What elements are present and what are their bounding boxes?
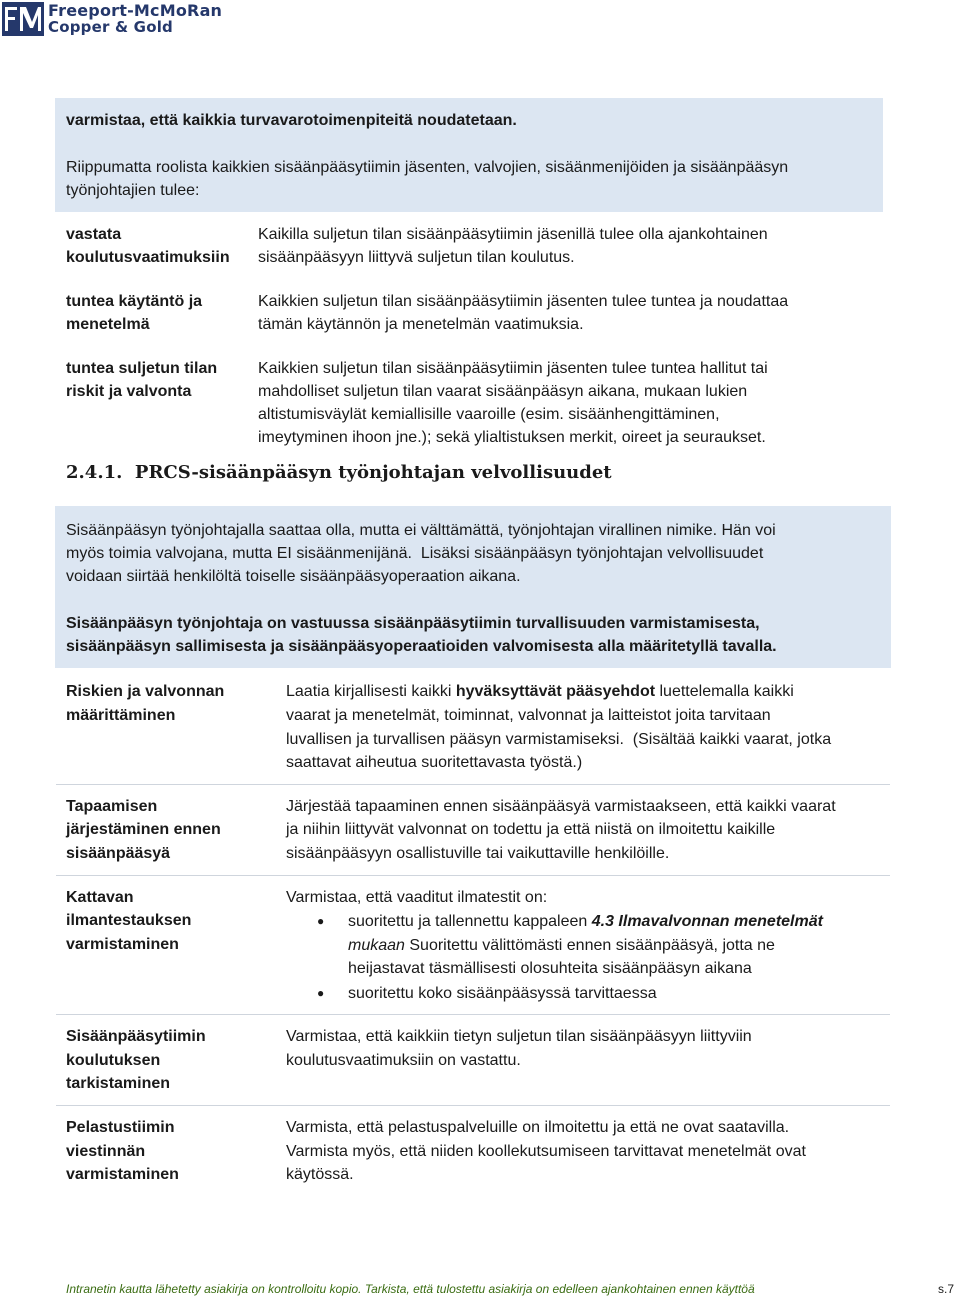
box1-line-3: työnjohtajien tulee: xyxy=(66,182,200,199)
table2-r1-desc-3: luvallisen ja turvallisen pääsyn varmistamiseksi. (Sisältää kaikki vaarat, jotka xyxy=(286,731,832,748)
table1-desc-3d: imeytyminen ihoon jne.); sekä ylialtistuksen merkit, oireet ja seuraukset. xyxy=(258,429,766,446)
table1-desc-2b: tämän käytännön ja menetelmän vaatimuksia. xyxy=(258,316,584,333)
table2-r5-desc-2: Varmista myös, että niiden koollekutsumiseen tarvittavat menetelmät ovat xyxy=(286,1143,806,1160)
box1-line-2: Riippumatta roolista kaikkien sisäänpääsytiimin jäsenten, valvojien, sisäänmenijöiden ja sisäänpääsyn xyxy=(66,159,789,176)
box1-line-1: varmistaa, että kaikkia turvavarotoimenpiteitä noudatetaan. xyxy=(66,112,517,129)
table2-r4-desc-1: Varmistaa, että kaikkiin tietyn suljetun tilan sisäänpääsyyn liittyviin xyxy=(286,1028,752,1045)
table2-r1-term-b: määrittäminen xyxy=(66,707,176,724)
table2-r5-desc-1: Varmista, että pelastuspalveluille on ilmoitettu ja että ne ovat saatavilla. xyxy=(286,1119,790,1136)
table2-r2-desc-2: ja niihin liittyvät valvonnat on todettu ja että niistä on ilmoitettu kaikille xyxy=(286,821,776,838)
table2-r2-desc-1: Järjestää tapaaminen ennen sisäänpääsyä varmistaakseen, että kaikki vaarat xyxy=(286,798,836,815)
table2-r3-term-c: varmistaminen xyxy=(66,936,179,953)
table2-r5-term-c: varmistaminen xyxy=(66,1166,179,1183)
table2-r2-term-a: Tapaamisen xyxy=(66,798,158,815)
footer-disclaimer: Intranetin kautta lähetetty asiakirja on kontrolloitu kopio. Tarkista, että tulostettu asiakirja on edelleen ajankohtainen ennen käyttöä xyxy=(66,1282,755,1296)
table2-r4-desc-2: koulutusvaatimuksiin on vastattu. xyxy=(286,1052,521,1069)
table1-term-1b: koulutusvaatimuksiin xyxy=(66,249,230,266)
table2-r3-term-a: Kattavan xyxy=(66,889,134,906)
table1-term-2b: menetelmä xyxy=(66,316,150,333)
table2-r5-desc-3: käytössä. xyxy=(286,1166,354,1183)
table2-r5-term-b: viestinnän xyxy=(66,1143,146,1160)
table2-r1-desc-4: saattavat aiheutua suoritettavasta työstä.) xyxy=(286,754,583,771)
table2-r3-intro: Varmistaa, että vaaditut ilmatestit on: xyxy=(286,889,548,906)
table2-r2-term-c: sisäänpääsyä xyxy=(66,845,171,862)
table2-r2-term-b: järjestäminen ennen xyxy=(66,821,221,838)
page-number: s.7 xyxy=(938,1282,955,1296)
logo-line-2: Copper & Gold xyxy=(48,18,173,36)
company-logo xyxy=(2,2,222,36)
table2-r2-desc-3: sisäänpääsyyn osallistuville tai vaikuttaville henkilöille. xyxy=(286,845,670,862)
box2-p2-line-1: Sisäänpääsyn työnjohtaja on vastuussa sisäänpääsytiimin turvallisuuden varmistamisesta, xyxy=(66,615,760,632)
box2-p1-line-2: myös toimia valvojana, mutta EI sisäänmenijänä. Lisäksi sisäänpääsyn työnjohtajan velvollisuudet xyxy=(66,545,764,562)
table2-divider-4 xyxy=(56,1105,890,1106)
air-test-bullet-list xyxy=(286,910,886,1005)
logo-mark-icon xyxy=(2,2,44,36)
table1-term-1a: vastata xyxy=(66,226,122,243)
table2-divider-1 xyxy=(56,784,890,785)
box2-p1-line-3: voidaan siirtää henkilöltä toiselle sisäänpääsyoperaation aikana. xyxy=(66,568,521,585)
bullet-item-2: ● suoritettu koko sisäänpääsyssä tarvittaessa xyxy=(286,982,886,1006)
table1-term-3b: riskit ja valvonta xyxy=(66,383,192,400)
table1-desc-3b: mahdolliset suljetun tilan vaarat sisäänpääsyn aikana, mukaan lukien xyxy=(258,383,748,400)
table1-desc-3a: Kaikkien suljetun tilan sisäänpääsytiimin jäsenten tulee tuntea hallitut tai xyxy=(258,360,768,377)
table2-r4-term-a: Sisäänpääsytiimin xyxy=(66,1028,206,1045)
section-heading: 2.4.1. PRCS-sisäänpääsyn työnjohtajan velvollisuudet xyxy=(66,462,612,483)
table2-r1-desc-2: vaarat ja menetelmät, toiminnat, valvonnat ja laitteistot joita tarvitaan xyxy=(286,707,771,724)
table1-term-3a: tuntea suljetun tilan xyxy=(66,360,218,377)
table2-divider-3 xyxy=(56,1014,890,1015)
logo-line-1: Freeport-McMoRan xyxy=(48,1,223,20)
table1-desc-1a: Kaikilla suljetun tilan sisäänpääsytiimin jäsenillä tulee olla ajankohtainen xyxy=(258,226,768,243)
table2-r1-term-a: Riskien ja valvonnan xyxy=(66,683,225,700)
table1-desc-3c: altistumisväylät kemiallisille vaaroille (esim. sisäänhengittäminen, xyxy=(258,406,720,423)
table1-desc-1b: sisäänpääsyyn liittyvä suljetun tilan koulutus. xyxy=(258,249,575,266)
bullet-item-1: ● suoritettu ja tallennettu kappaleen 4.3 Ilmavalvonnan menetelmät mukaan Suoritettu välittömästi ennen sisäänpääsyä, jotta ne heijastavat täsmällisesti olosuhteita sisäänpääsyn aikana xyxy=(286,910,886,981)
box2-p1-line-1: Sisäänpääsyn työnjohtajalla saattaa olla, mutta ei välttämättä, työnjohtajan virallinen nimike. Hän voi xyxy=(66,522,776,539)
table1-term-2a: tuntea käytäntö ja xyxy=(66,293,203,310)
table2-r5-term-a: Pelastustiimin xyxy=(66,1119,175,1136)
table2-r4-term-c: tarkistaminen xyxy=(66,1075,171,1092)
table2-r1-desc-1: Laatia kirjallisesti kaikki hyväksyttävät pääsyehdot luettelemalla kaikki xyxy=(286,683,794,700)
table2-divider-2 xyxy=(56,875,890,876)
table2-r3-term-b: ilmantestauksen xyxy=(66,912,192,929)
box2-p2-line-2: sisäänpääsyn sallimisesta ja sisäänpääsyoperaatioiden valvomisesta alla määritetyllä tavalla. xyxy=(66,638,777,655)
table1-desc-2a: Kaikkien suljetun tilan sisäänpääsytiimin jäsenten tulee tuntea ja noudattaa xyxy=(258,293,789,310)
table2-r4-term-b: koulutuksen xyxy=(66,1052,161,1069)
